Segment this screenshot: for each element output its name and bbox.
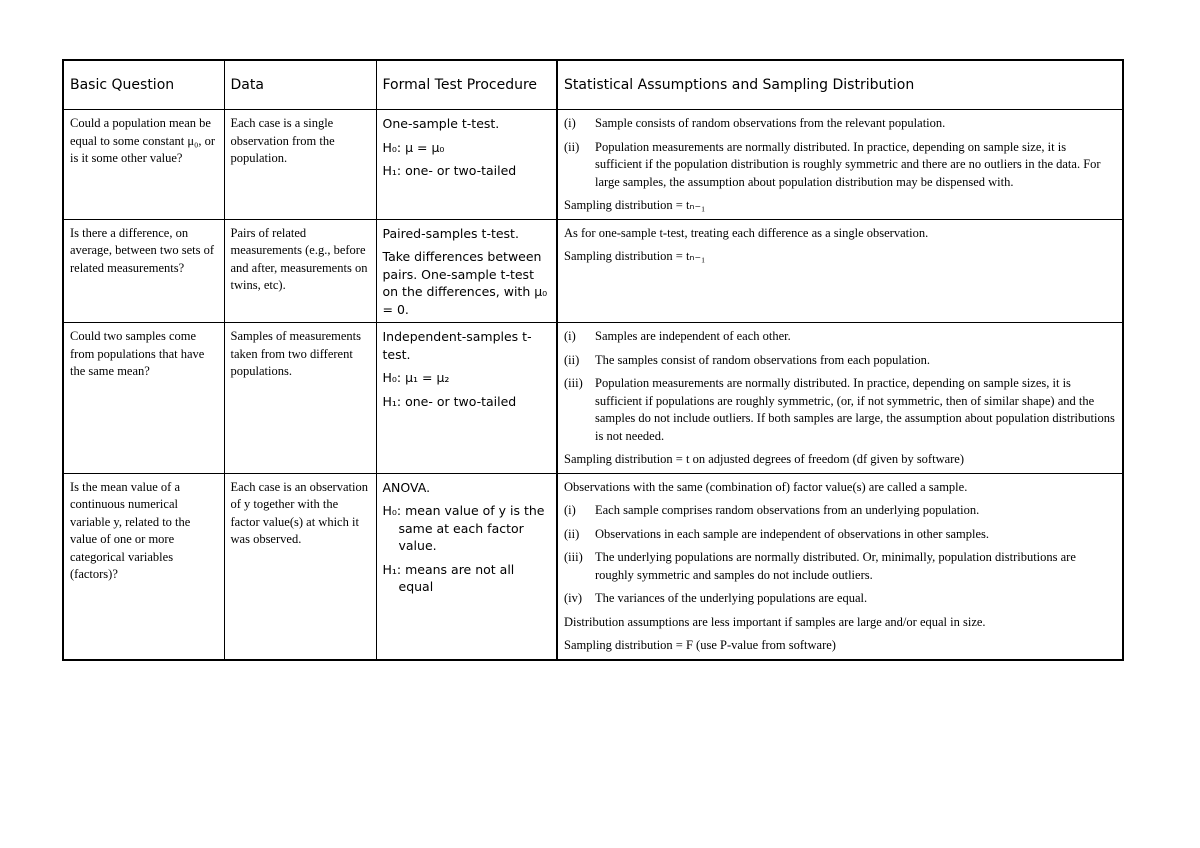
test-cell — [376, 219, 557, 323]
assumptions-intro: Observations with the same (combination of) factor value(s) are called a sample. — [564, 479, 968, 494]
assumptions-cell — [557, 219, 1123, 323]
assumption-item: (i) Samples are independent of each other. — [564, 329, 791, 343]
sampling-distribution: Sampling distribution = t on adjusted degrees of freedom (df given by software) — [564, 452, 965, 466]
table-row — [63, 219, 1123, 323]
assumption-item: (i) Each sample comprises random observations from an underlying population. — [564, 503, 980, 517]
data-cell: Each case is a single observation from the population. — [224, 110, 376, 220]
data-cell: Each case is an observation of y together with the factor value(s) at which it was observed. — [224, 473, 376, 660]
assumptions-cell — [557, 473, 1123, 660]
data-cell: Samples of measurements taken from two different populations. — [224, 323, 376, 474]
alt-hypothesis: H₁: one- or two-tailed — [382, 163, 517, 178]
table-row — [63, 323, 1123, 474]
assumptions-cell — [557, 110, 1123, 220]
sampling-distribution: Sampling distribution = F (use P-value from software) — [564, 638, 836, 652]
header-row — [63, 60, 1123, 110]
assumption-item: (ii) Population measurements are normally distributed. In practice, depending on sample size, it is sufficient if the population distribution is roughly symmetric and there are no outliers in the data. For large samples, the assumption about population distribution may be dispensed with. — [564, 139, 1101, 189]
question-cell: Is the mean value of a continuous numerical variable y, related to the value of one or more categorical variables (factors)? — [63, 473, 224, 660]
test-name: One-sample t-test. — [382, 116, 500, 131]
assumption-item: (ii) Observations in each sample are independent of observations in other samples. — [564, 526, 989, 541]
question-cell: Could a population mean be equal to some constant μ₀, or is it some other value? — [63, 110, 224, 220]
test-cell — [376, 323, 557, 474]
assumption-item: (ii) The samples consist of random observations from each population. — [564, 352, 930, 367]
assumption-item: (iv) The variances of the underlying populations are equal. — [564, 591, 868, 605]
test-name: Independent-samples t-test. — [382, 329, 532, 362]
data-cell: Pairs of related measurements (e.g., before and after, measurements on twins, etc). — [224, 219, 376, 323]
test-note: Take differences between pairs. One-sample t-test on the differences, with μ₀ = 0. — [382, 249, 548, 317]
assumptions-intro: As for one-sample t-test, treating each difference as a single observation. — [564, 225, 929, 240]
null-hypothesis: H₀: μ₁ = μ₂ — [382, 370, 450, 385]
sampling-distribution: Sampling distribution = tₙ₋₁ — [564, 249, 706, 263]
assumption-item: (iii) The underlying populations are normally distributed. Or, minimally, population distributions are roughly symmetric and samples do not include outliers. — [564, 550, 1076, 582]
statistical-tests-table — [62, 59, 1124, 661]
table-row — [63, 110, 1123, 220]
header-data: Data — [224, 60, 376, 110]
header-basic-question: Basic Question — [63, 60, 224, 110]
header-assumptions: Statistical Assumptions and Sampling Distribution — [557, 60, 1123, 110]
alt-hypothesis: H₁: means are not all equal — [382, 561, 515, 594]
question-cell: Could two samples come from populations that have the same mean? — [63, 323, 224, 474]
header-formal-test: Formal Test Procedure — [376, 60, 557, 110]
table-row — [63, 473, 1123, 660]
assumption-item: (iii) Population measurements are normally distributed. In practice, depending on sample sizes, it is sufficient if populations are roughly symmetric, (or, if not symmetric, then of similar shape) and the samples do not include outliers. If both samples are large, the assumption about population distributions is not needed. — [564, 376, 1115, 443]
question-cell: Is there a difference, on average, between two sets of related measurements? — [63, 219, 224, 323]
null-hypothesis: H₀: mean value of y is the same at each factor value. — [382, 503, 545, 553]
test-name: Paired-samples t-test. — [382, 225, 519, 241]
alt-hypothesis: H₁: one- or two-tailed — [382, 393, 517, 409]
test-cell — [376, 110, 557, 220]
assumptions-cell — [557, 323, 1123, 474]
sampling-distribution: Sampling distribution = tₙ₋₁ — [564, 198, 706, 212]
test-name: ANOVA. — [382, 479, 431, 495]
test-cell — [376, 473, 557, 660]
assumptions-note: Distribution assumptions are less important if samples are large and/or equal in size. — [564, 614, 986, 629]
assumption-item: (i) Sample consists of random observations from the relevant population. — [564, 116, 946, 130]
null-hypothesis: H₀: μ = μ₀ — [382, 139, 445, 155]
